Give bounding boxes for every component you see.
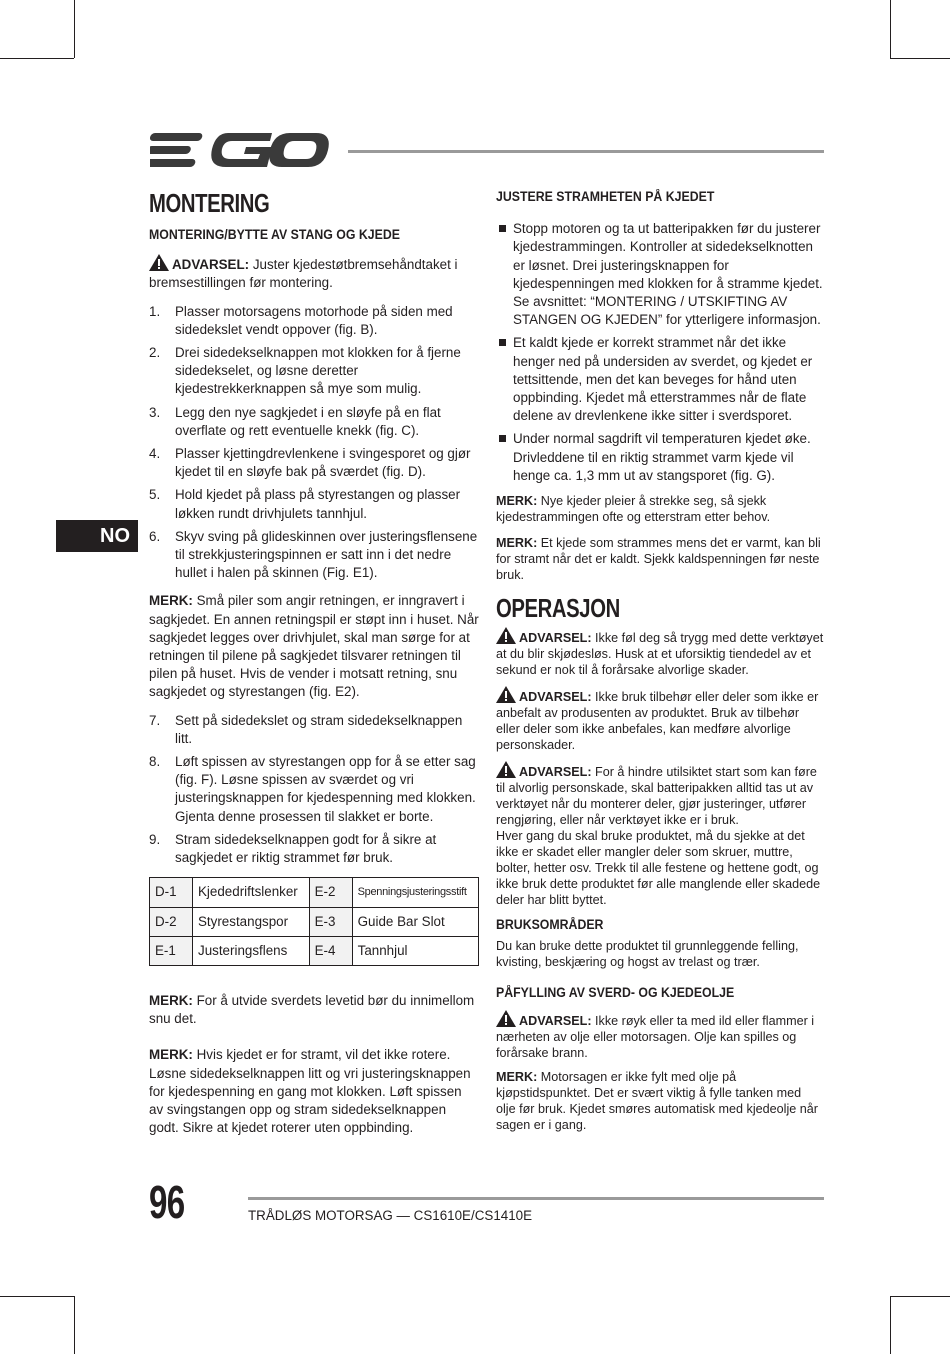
bullet-text: Stopp motoren og ta ut batteripakken før du justerer kjedestrammingen. Kontroller at sidedekselknotten er løsnet. Drei justeringsknappen for kjedespenningen med klokken for å stramme kjedet. Se avsnittet: “MONTERING / UTSKIFTING AV STANGEN OG KJEDEN” for ytterligere informasjon. (513, 221, 823, 328)
header-rule (348, 150, 824, 153)
crop-mark (74, 1296, 75, 1354)
list-item (496, 220, 824, 329)
crop-mark (74, 0, 75, 58)
step-text: Stram sidedekselknappen godt for å sikre at sagkjedet er riktig strammet før bruk. (175, 831, 437, 866)
warning-paragraph (496, 761, 824, 908)
subsection-title: JUSTERE STRAMHETEN PÅ KJEDET (496, 189, 715, 204)
table-cell: Justeringsflens (193, 936, 310, 965)
crop-mark (890, 58, 950, 59)
warning-paragraph (149, 254, 479, 292)
steps-list-a (149, 303, 479, 583)
warning-text: Ikke føl deg så trygg med dette verktøyet at du blir skjødesløs. Husk at et uforsiktig tiendedel av et sekund er nok til å forårsake alvorlige skader. (496, 631, 824, 678)
table-cell: Kjededriftslenker (193, 878, 310, 907)
list-item (149, 831, 479, 867)
step-text: Drei sidedekselknappen mot klokken for å fjerne sidedekselet, og løsne deretter kjedestrekkerknappen så mye som mulig. (175, 345, 461, 397)
step-number: 5. (149, 487, 161, 503)
bullet-text: Under normal sagdrift vil temperaturen kjedet øke. Drivleddene til en riktig strammet varm kjede vil henge ca. 1,3 mm ut av stangsporet (fig. G). (513, 431, 811, 483)
note-label: MERK: (496, 494, 538, 509)
note-text: Motorsagen er ikke fylt med olje på kjøpstidspunktet. Det er svært viktig å fylle tanken med olje før bruk. Kjedet smøres automatisk med kjedeolje når sagen er i gang. (496, 1070, 818, 1133)
table-row (150, 878, 479, 907)
step-number: 7. (149, 712, 161, 728)
bullet-icon (499, 225, 506, 232)
step-number: 6. (149, 528, 161, 544)
warning-triangle-icon (496, 686, 516, 703)
note-paragraph (496, 535, 824, 583)
note-paragraph (149, 1046, 479, 1137)
warning-label: ADVARSEL: (519, 690, 592, 705)
left-column (149, 188, 479, 1147)
warning-label: ADVARSEL: (519, 631, 592, 646)
table-row (150, 907, 479, 936)
bullet-icon (499, 435, 506, 442)
parts-table (149, 877, 479, 966)
step-number: 2. (149, 345, 161, 361)
table-cell: E-1 (150, 936, 193, 965)
subsection-title: BRUKSOMRÅDER (496, 917, 604, 933)
subsection-title: MONTERING/BYTTE AV STANG OG KJEDE (149, 227, 400, 242)
body-paragraph: Du kan bruke dette produktet til grunnleggende felling, kvisting, beskjæring og hogst av trelast og trær. (496, 939, 799, 970)
table-cell: E-2 (309, 878, 352, 907)
table-cell: D-2 (150, 907, 193, 936)
note-text: For å utvide sverdets levetid bør du innimellom snu det. (149, 992, 475, 1027)
step-number: 1. (149, 303, 161, 319)
warning-paragraph (496, 627, 824, 678)
crop-mark (890, 1296, 950, 1297)
table-cell: E-3 (309, 907, 352, 936)
page-number: 96 (149, 1176, 185, 1228)
list-item (149, 486, 479, 522)
crop-mark (0, 1296, 74, 1297)
warning-triangle-icon (496, 1010, 516, 1027)
section-title-operasjon: OPERASJON (496, 593, 620, 624)
crop-mark (890, 1296, 891, 1354)
list-item (149, 344, 479, 399)
right-column (496, 188, 824, 1143)
warning-paragraph (496, 1010, 824, 1061)
step-text: Sett på sidedekslet og stram sidedekselknappen litt. (175, 712, 463, 746)
step-text: Løft spissen av styrestangen opp for å se etter sag (fig. F). Løsne spissen av sværdet og vri justeringsknappen for kjedespenning med klokken. Gjenta denne prosessen til slakket er borte. (175, 754, 476, 824)
bullet-list (496, 220, 824, 485)
section-title-montering: MONTERING (149, 188, 270, 218)
table-cell: Spenningsjusteringsstift (352, 878, 478, 907)
language-tab: NO (56, 520, 138, 552)
note-text: Nye kjeder pleier å strekke seg, så sjekk kjedestrammingen ofte og etterstram etter behov. (496, 494, 771, 525)
note-label: MERK: (149, 1047, 193, 1063)
step-text: Plasser kjettingdrevlenkene i svingesporet og gjør kjedet til en sløyfe bak på sværdet (fig. D). (175, 446, 471, 480)
table-cell: D-1 (150, 878, 193, 907)
warning-text: Juster kjedestøtbremsehåndtaket i bremsestillingen før montering. (149, 257, 458, 291)
note-label: MERK: (149, 992, 193, 1008)
footer-title: TRÅDLØS MOTORSAG — CS1610E/CS1410E (248, 1208, 533, 1223)
crop-mark (0, 58, 74, 59)
warning-text: Ikke røyk eller ta med ild eller flammer i nærheten av olje eller motorsagen. Olje kan spilles og forårsake brann. (496, 1014, 815, 1061)
note-text: Et kjede som strammes mens det er varmt, kan bli for stramt når det er kaldt. Sjekk kaldspenningen før neste bruk. (496, 536, 821, 583)
ego-logo (150, 130, 330, 170)
step-text: Legg den nye sagkjedet i en sløyfe på en flat overflate og rett eventuelle knekk (fig. C). (175, 404, 441, 438)
table-cell: Styrestangspor (193, 907, 310, 936)
warning-text-continued: Hver gang du skal bruke produktet, må du sjekke at det ikke er skadet eller mangler deler som skruer, muttre, bolter, hetter osv. Trekk til alle festene og hettene godt, og ikke bruk dette produktet før alle manglende eller skadede deler har blitt byttet. (496, 829, 821, 908)
step-number: 3. (149, 404, 161, 420)
list-item (149, 753, 479, 826)
step-text: Hold kjedet på plass på styrestangen og plasser løkken rundt drivhjulets tannhjul. (175, 487, 461, 521)
note-paragraph (149, 592, 479, 701)
footer-rule (248, 1197, 824, 1200)
bullet-text: Et kaldt kjede er korrekt strammet når det ikke henger ned på undersiden av sverdet, og kjedet er tettsittende, men det kan beveges for hånd uten oppbinding. Kjedet må etterstrammes når de flate delene av drevlenkene ikke sitter i sverdsporet. (513, 335, 813, 424)
list-item (149, 528, 479, 583)
note-label: MERK: (149, 593, 193, 609)
subsection-title: PÅFYLLING AV SVERD- OG KJEDEOLJE (496, 985, 735, 1001)
list-item (149, 303, 479, 339)
table-cell: E-4 (309, 936, 352, 965)
list-item (149, 445, 479, 481)
warning-text: Ikke bruk tilbehør eller deler som ikke er anbefalt av produsenten av produktet. Bruk av tilbehør eller deler som ikke anbefales, kan medføre alvorlige personskader. (496, 690, 819, 753)
step-text: Skyv sving på glideskinnen over justeringsflensene til strekkjusteringspinnen er satt inn i det nedre hullet i halen på skinnen (Fig. E1). (175, 528, 478, 581)
warning-text: For å hindre utilsiktet start som kan føre til alvorlig personskade, skal batteripakken alltid tas ut av verktøyet når du monterer deler, gjør justeringer, utfører rengjøring, eller når verktøyet ikke er i bruk. (496, 765, 817, 828)
note-text: Små piler som angir retningen, er inngravert i sagkjedet. En annen retningspil er støpt inn i huset. Når sagkjedet legges over drivhjulet, skal man sørge for at retningen til pilene på sagkjedet tilsvarer retningen til pilen på huset. Hvis de vender i motsatt retning, snu sagkjedet og styrestangen (fig. E2). (149, 593, 479, 700)
warning-paragraph (496, 686, 824, 753)
note-label: MERK: (496, 536, 538, 551)
note-paragraph (496, 1069, 824, 1133)
table-cell: Tannhjul (352, 936, 478, 965)
steps-list-b (149, 712, 479, 868)
warning-triangle-icon (149, 254, 169, 271)
note-paragraph (496, 493, 824, 525)
list-item (149, 404, 479, 440)
step-text: Plasser motorsagens motorhode på siden med sidedekslet vendt oppover (fig. B). (175, 303, 453, 337)
list-item (149, 712, 479, 748)
step-number: 8. (149, 754, 161, 770)
table-row (150, 936, 479, 965)
warning-triangle-icon (496, 761, 516, 778)
note-paragraph (149, 992, 479, 1028)
bullet-icon (499, 339, 506, 346)
note-text: Hvis kjedet er for stramt, vil det ikke rotere. Løsne sidedekselknappen litt og vri justeringsknappen for kjedespenning en gang mot klokken. Løft spissen av svingstangen opp og stram sidedekselknappen godt. Sikre at kjedet roterer uten oppbinding. (149, 1047, 471, 1136)
table-cell: Guide Bar Slot (352, 907, 478, 936)
warning-label: ADVARSEL: (519, 1014, 592, 1029)
warning-label: ADVARSEL: (519, 765, 592, 780)
warning-label: ADVARSEL: (172, 257, 250, 273)
step-number: 4. (149, 446, 161, 462)
list-item (496, 430, 824, 485)
step-number: 9. (149, 831, 161, 847)
note-label: MERK: (496, 1070, 538, 1085)
list-item (496, 334, 824, 425)
crop-mark (890, 0, 891, 58)
warning-triangle-icon (496, 627, 516, 644)
